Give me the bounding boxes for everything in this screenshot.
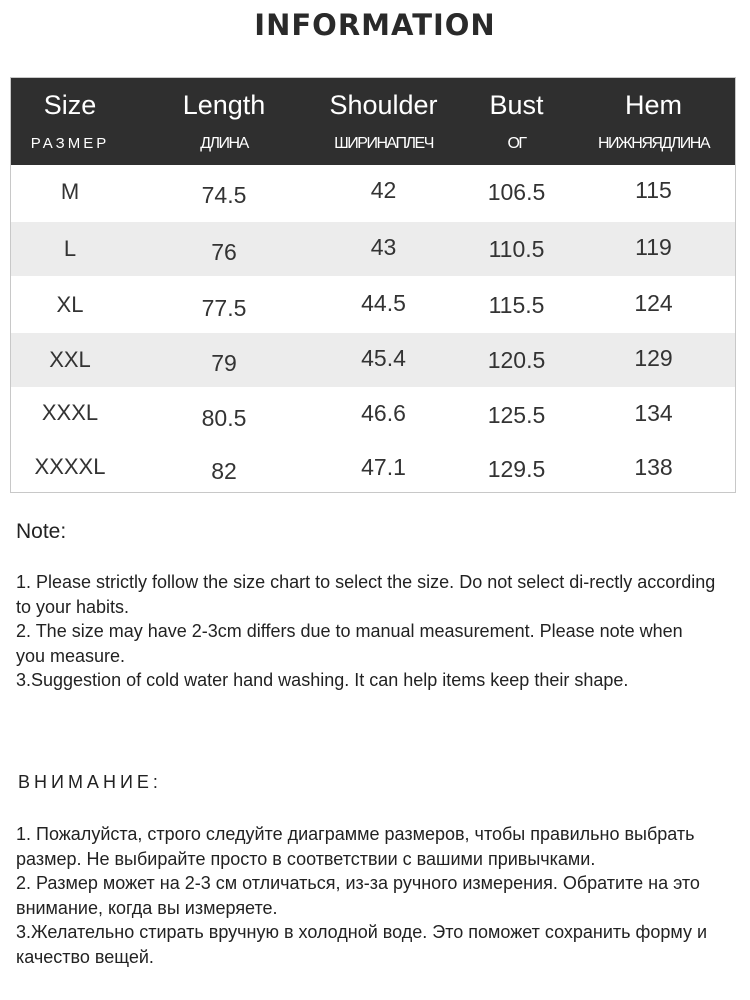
cell-shoulder: 46.6 — [361, 400, 406, 426]
table-row — [11, 222, 735, 276]
cell-length: 82 — [211, 458, 237, 484]
cell-hem: 134 — [634, 400, 673, 426]
table-row — [11, 165, 735, 219]
table-header — [11, 78, 735, 165]
cell-size: XXXL — [41, 400, 99, 425]
note-item: 3.Suggestion of cold water hand washing. It can help items keep their shape. — [16, 670, 629, 690]
column-subtitle-shoulder: ШИРИНАПЛЕЧ — [334, 135, 433, 152]
cell-hem: 124 — [634, 290, 673, 316]
cell-bust: 110.5 — [488, 236, 545, 262]
cell-shoulder: 43 — [370, 234, 397, 260]
table-row — [11, 278, 735, 332]
page-title: INFORMATION — [254, 8, 496, 42]
column-subtitle-length: ДЛИНА — [200, 135, 248, 152]
cell-size: XL — [56, 292, 84, 317]
cell-size: M — [60, 179, 80, 204]
cell-hem: 138 — [634, 454, 673, 480]
cell-bust: 115.5 — [488, 292, 545, 318]
column-subtitle-bust: ОГ — [507, 135, 526, 152]
note-item: 3.Желательно стирать вручную в холодной воде. Это поможет сохранить форму и качество вещей. — [16, 922, 708, 967]
cell-hem: 129 — [634, 345, 673, 371]
note-russian — [16, 822, 716, 969]
column-subtitle-size: РАЗМЕР — [30, 135, 110, 152]
cell-bust: 120.5 — [487, 347, 546, 373]
column-subtitle-hem: НИЖНЯЯДЛИНА — [597, 135, 710, 152]
note-item: 2. Размер может на 2-3 см отличаться, из-за ручного измерения. Обратите на это внимание, когда вы измеряете. — [16, 873, 700, 918]
column-title-length: Length — [182, 90, 266, 120]
column-title-hem: Hem — [624, 90, 682, 120]
column-title-bust: Bust — [489, 90, 544, 120]
size-chart-table — [10, 77, 736, 493]
cell-size: XXL — [49, 347, 91, 372]
cell-length: 74.5 — [201, 182, 247, 208]
table-row — [11, 388, 735, 442]
cell-bust: 125.5 — [487, 402, 546, 428]
cell-shoulder: 45.4 — [361, 345, 406, 371]
cell-bust: 106.5 — [487, 179, 546, 205]
note-english — [16, 570, 716, 693]
note-title-russian: ВНИМАНИЕ: — [18, 772, 162, 792]
cell-shoulder: 44.5 — [361, 290, 406, 316]
note-item: 1. Please strictly follow the size chart to select the size. Do not select di-rectly according to your habits. — [16, 572, 716, 617]
cell-length: 76 — [211, 239, 237, 265]
cell-shoulder: 42 — [370, 177, 397, 203]
cell-size: XXXXL — [34, 454, 106, 479]
cell-shoulder: 47.1 — [361, 454, 406, 480]
cell-bust: 129.5 — [487, 456, 546, 482]
cell-hem: 119 — [635, 234, 672, 260]
note-title: Note: — [16, 520, 67, 543]
table-row — [11, 442, 735, 496]
cell-length: 79 — [211, 350, 237, 376]
column-title-shoulder: Shoulder — [329, 90, 438, 120]
cell-hem: 115 — [635, 177, 672, 203]
note-item: 2. The size may have 2-3cm differs due to manual measurement. Please note when you measure. — [16, 621, 683, 666]
cell-size: L — [63, 236, 77, 261]
cell-length: 77.5 — [201, 295, 247, 321]
cell-length: 80.5 — [201, 405, 247, 431]
note-item: 1. Пожалуйста, строго следуйте диаграмме размеров, чтобы правильно выбрать размер. Не выбирайте просто в соответствии с вашими привычками. — [16, 824, 695, 869]
column-title-size: Size — [43, 90, 97, 120]
table-row — [11, 333, 735, 387]
